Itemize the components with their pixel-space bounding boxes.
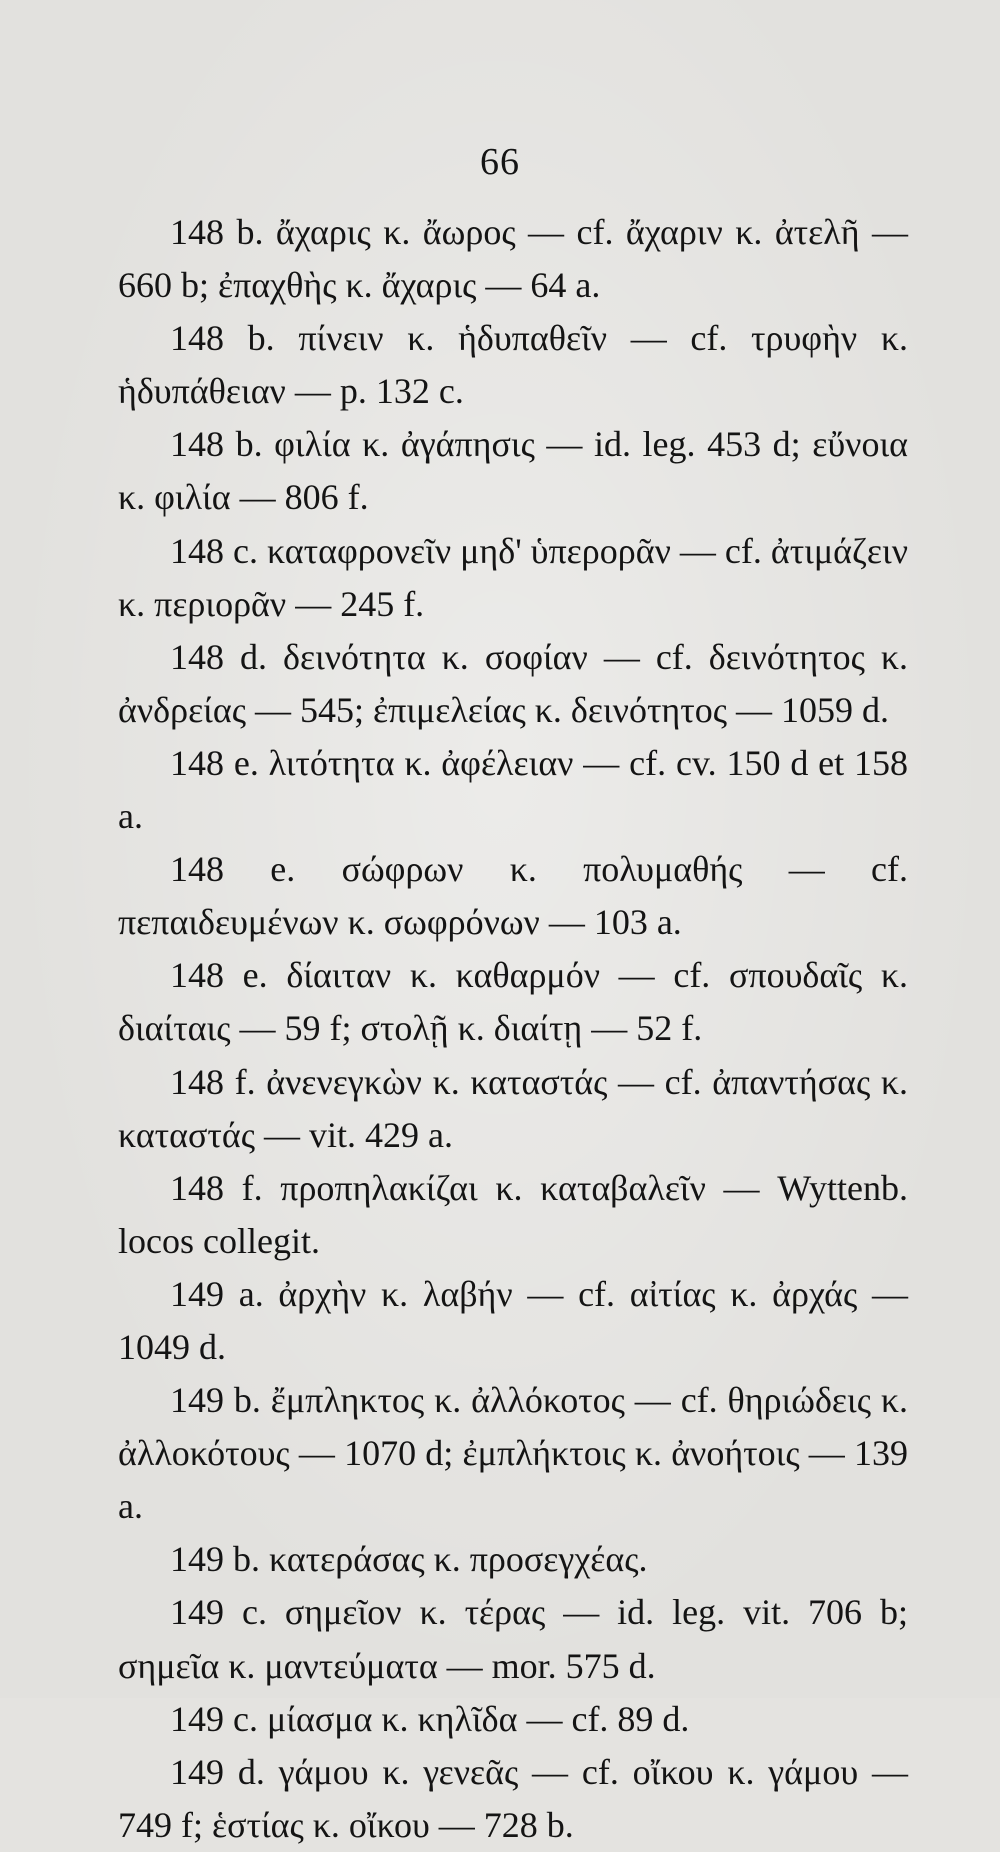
entry: 149 b. κατεράσας κ. προσεγχέας. <box>170 1539 648 1580</box>
entry: 148 f. ἀνενεγκὼν κ. καταστάς — cf. ἀπαντήσας κ. καταστάς — vit. 429 a. <box>118 1061 908 1155</box>
entry: 149 c. σημεῖον κ. τέρας — id. leg. vit. 706 b; σημεῖα κ. μαντεύματα — mor. 575 d. <box>118 1592 908 1686</box>
entry: 148 e. σώφρων κ. πολυμαθής — cf. πεπαιδευμένων κ. σωφρόνων — 103 a. <box>118 849 908 943</box>
entry: 148 b. ἄχαρις κ. ἄωρος — cf. ἄχαριν κ. ἀτελῆ — 660 b; ἐπαχθὴς κ. ἄχαρις — 64 a. <box>118 212 908 306</box>
entry: 149 a. ἀρχὴν κ. λαβήν — cf. αἰτίας κ. ἀρχάς — 1049 d. <box>118 1273 908 1367</box>
entry: 148 f. προπηλακίζαι κ. καταβαλεῖν — Wyttenb. locos collegit. <box>118 1167 908 1261</box>
entry: 148 e. δίαιταν κ. καθαρμόν — cf. σπουδαῖς κ. διαίταις — 59 f; στολῇ κ. διαίτῃ — 52 f. <box>118 955 908 1049</box>
entry: 149 d. γάμου κ. γενεᾶς — cf. οἴκου κ. γάμου — 749 f; ἑστίας κ. οἴκου — 728 b. <box>118 1751 908 1845</box>
entry: 148 b. φιλία κ. ἀγάπησις — id. leg. 453 d; εὔνοια κ. φιλία — 806 f. <box>118 424 908 518</box>
entry: 149 c. μίασμα κ. κηλῖδα — cf. 89 d. <box>170 1698 690 1739</box>
entry: 148 c. καταφρονεῖν μηδ' ὑπερορᾶν — cf. ἀτιμάζειν κ. περιορᾶν — 245 f. <box>118 530 908 624</box>
entry: 148 d. δεινότητα κ. σοφίαν — cf. δεινότητος κ. ἀνδρείας — 545; ἐπιμελείας κ. δεινότητος — 1059 d. <box>118 636 908 730</box>
entry: 148 e. λιτότητα κ. ἀφέλειαν — cf. cv. 150 d et 158 a. <box>118 742 908 837</box>
entry-list <box>118 206 908 1852</box>
entry: 148 b. πίνειν κ. ἡδυπαθεῖν — cf. τρυφὴν κ. ἡδυπάθειαν — p. 132 c. <box>118 318 908 412</box>
entry: 149 b. ἔμπληκτος κ. ἀλλόκοτος — cf. θηριώδεις κ. ἀλλοκότους — 1070 d; ἐμπλήκτοις κ. ἀνοήτοις — 139 a. <box>118 1380 908 1527</box>
page-number: 66 <box>480 141 520 183</box>
